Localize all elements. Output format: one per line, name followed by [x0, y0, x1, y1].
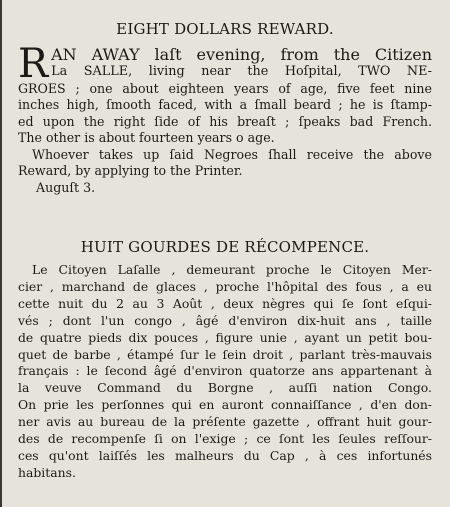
- french-line: de quatre pieds dix pouces , figure unie , ayant un petit bou-: [18, 329, 432, 345]
- french-line: cette nuit du 2 au 3 Août , deux nègres qui ſe ſont eſqui-: [18, 295, 432, 311]
- french-heading: HUIT GOURDES DE RÉCOMPENCE.: [80, 238, 370, 256]
- drop-cap: R: [18, 41, 49, 87]
- french-advertisement: [18, 238, 432, 482]
- english-advertisement: [18, 20, 432, 197]
- english-line: inches high, ſmooth faced, with a ſmall beard ; he is ſtamp-: [18, 97, 432, 113]
- french-line: cier , marchand de glaces , proche l'hôpital des fous , a eu: [18, 278, 432, 294]
- english-line: AN AWAY laſt evening, from the Citizen: [51, 45, 432, 64]
- english-date: Auguſt 3.: [36, 180, 96, 196]
- column-rule: [0, 0, 2, 507]
- english-line: GROES ; one about eighteen years of age, five feet nine: [18, 81, 432, 96]
- french-line: quet de barbe , étampé ſur le ſein droit , parlant très-mauvais: [18, 346, 432, 362]
- french-line: ces qu'ont laiſſés les malheurs du Cap , à ces infortunés: [18, 447, 432, 463]
- french-line: habitans.: [18, 464, 76, 480]
- english-line: La SALLE, living near the Hoſpital, TWO NE-: [51, 64, 432, 79]
- english-line: Reward, by applying to the Printer.: [18, 163, 243, 179]
- english-line: ed upon the right ſide of his breaſt ; ſpeaks bad French.: [18, 113, 432, 129]
- english-line: The other is about fourteen years o age.: [18, 130, 275, 146]
- french-line: la veuve Command du Borgne , auſſi nation Congo.: [18, 380, 432, 396]
- french-line: français : le ſecond âgé d'environ quatorze ans appartenant à: [18, 363, 432, 379]
- french-line: Le Citoyen Laſalle , demeurant proche le Citoyen Mer-: [32, 262, 432, 277]
- french-line: ner avis au bureau de la préſente gazette , offrant huit gour-: [18, 414, 432, 430]
- english-line: Whoever takes up ſaid Negroes ſhall receive the above: [32, 146, 432, 162]
- french-line: des de recompenſe ſi on l'exige ; ce ſont les ſeules reſſour-: [18, 431, 432, 447]
- english-heading: EIGHT DOLLARS REWARD.: [116, 20, 334, 38]
- french-line: On prie les perſonnes qui en auront connaiſſance , d'en don-: [18, 397, 432, 413]
- english-body: [18, 41, 432, 197]
- french-line: vés ; dont l'un congo , âgé d'environ dix-huit ans , taille: [18, 312, 432, 328]
- french-body: [18, 262, 432, 482]
